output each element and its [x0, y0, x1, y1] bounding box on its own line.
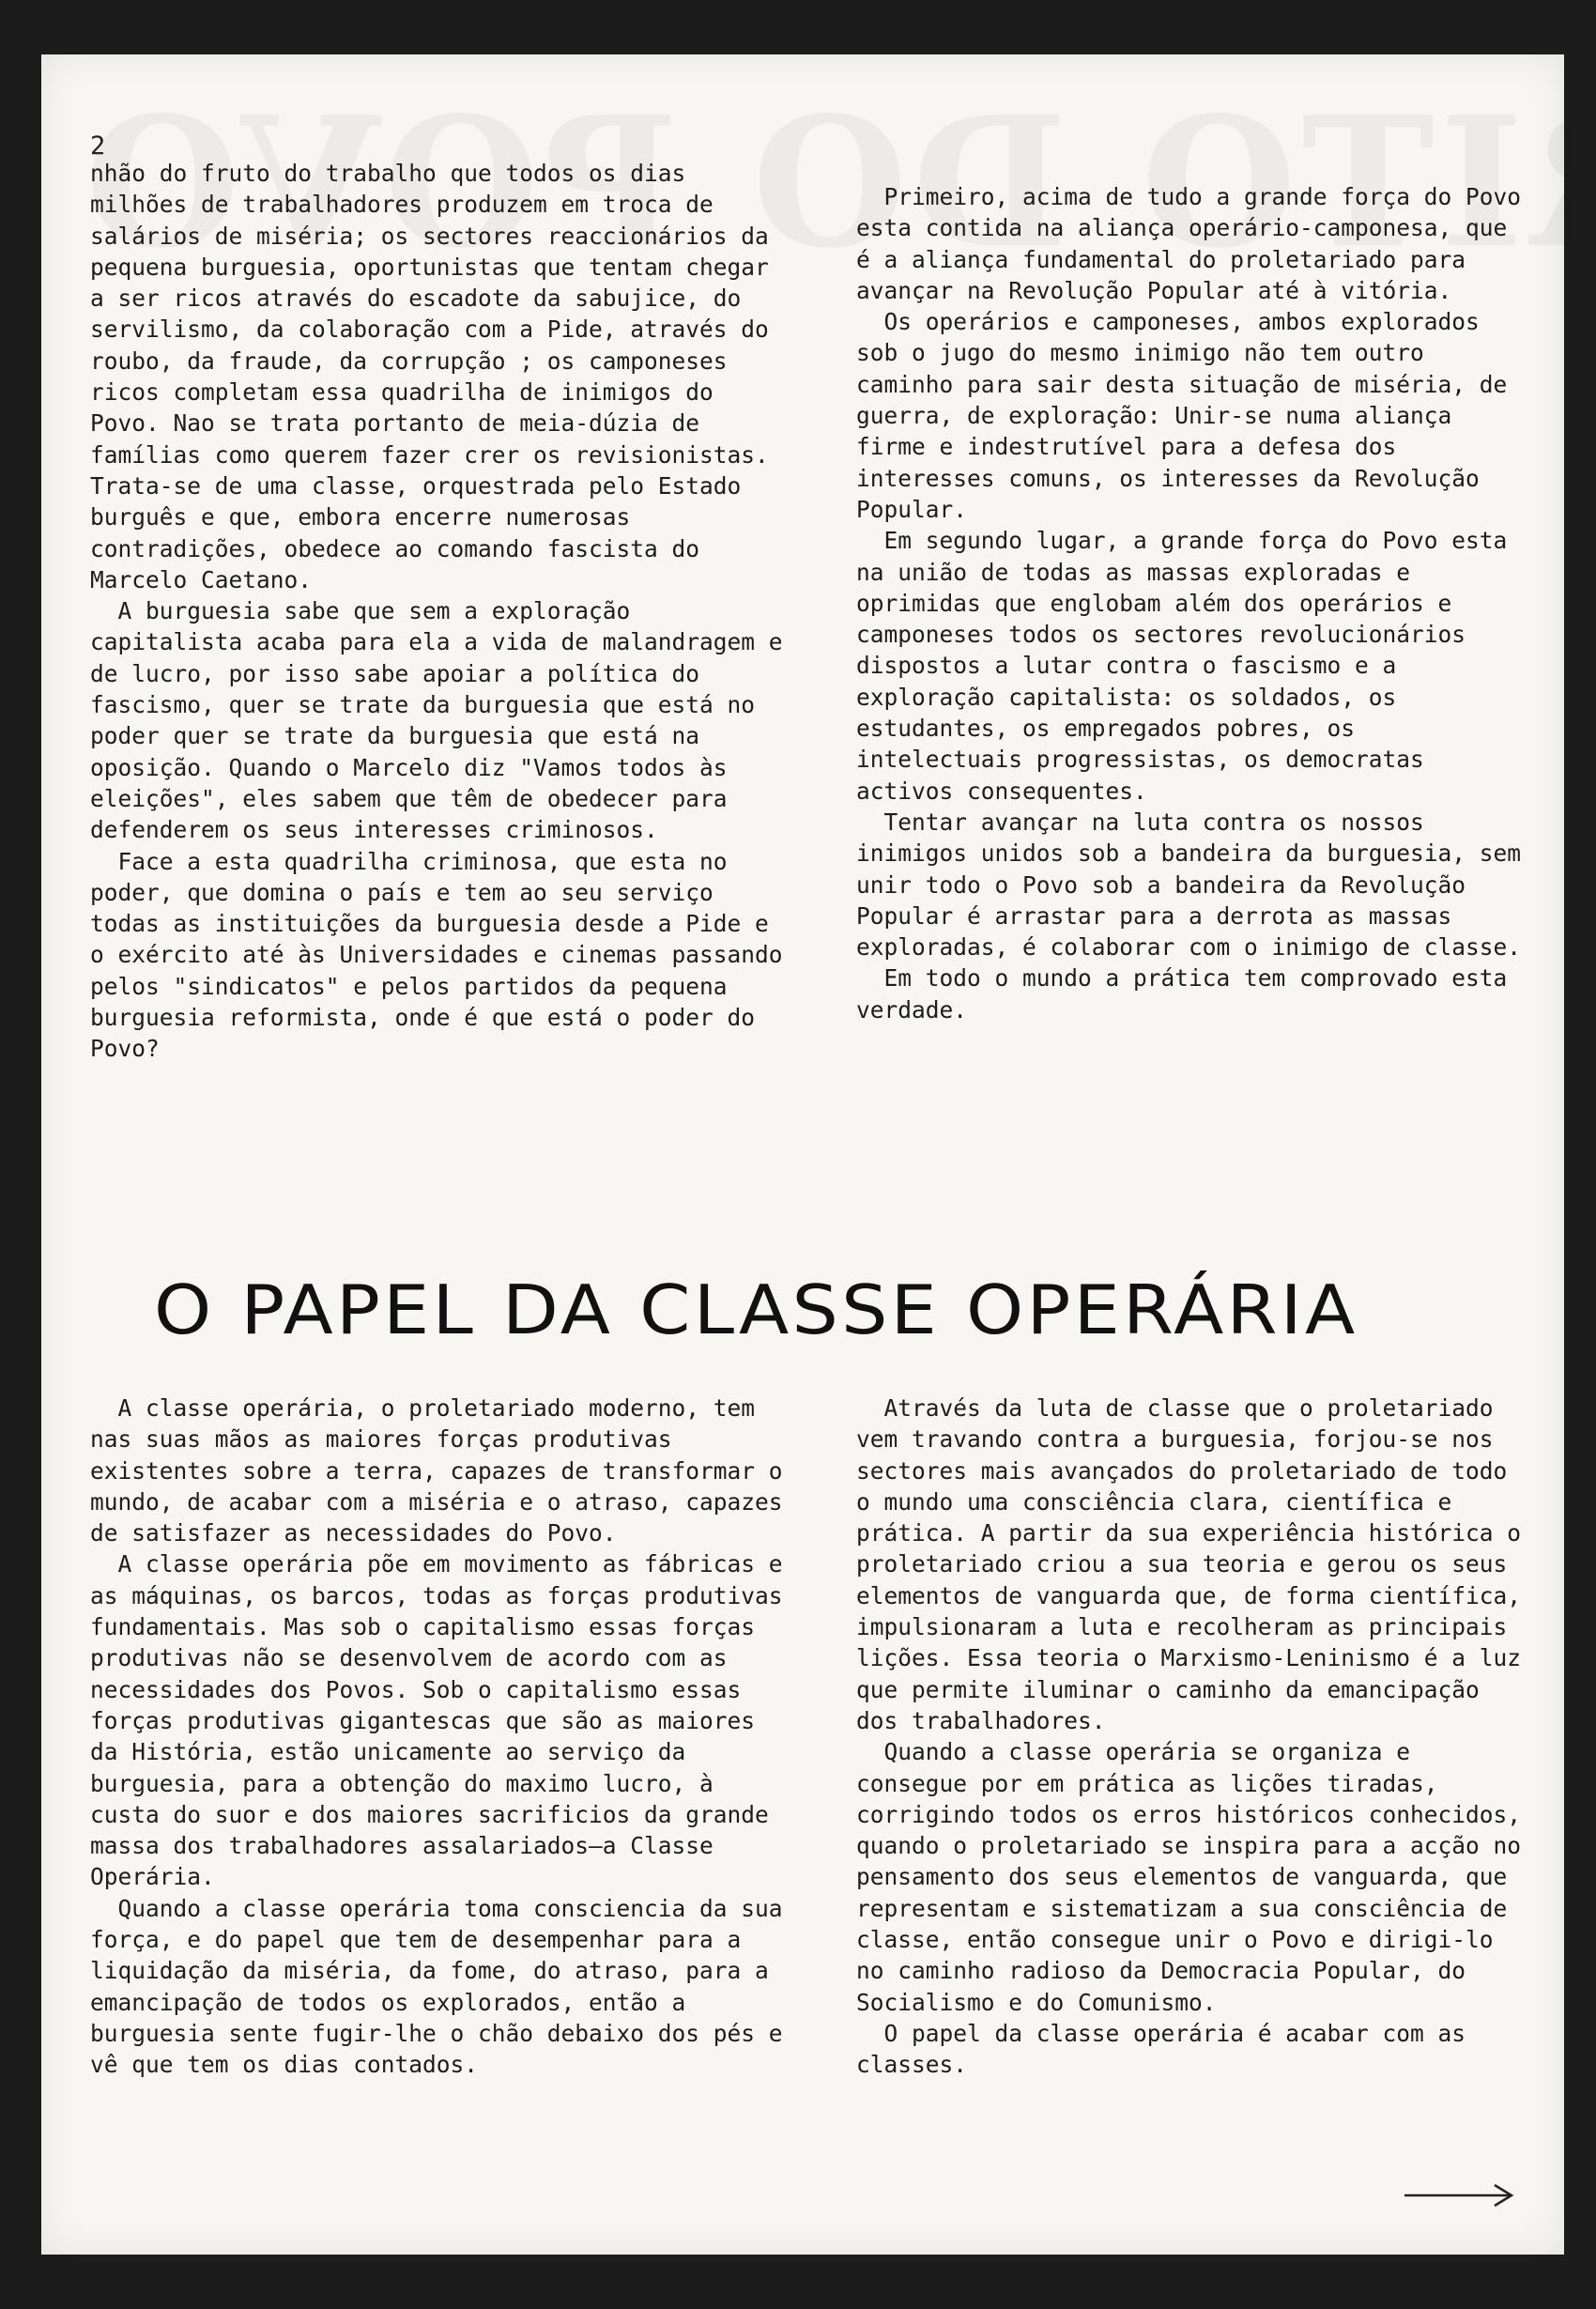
paragraph: Através da luta de classe que o proletariado vem travando contra a burguesia, forjou-se nos sectores mais avançados do proletariado de todo o mundo uma consciência clara, científica e prática. A partir da sua experiência histórica o proletariado criou a sua teoria e gerou os seus elementos de vanguarda que, de forma científica, impulsionaram a luta e recolheram as principais lições. Essa teoria o Marxismo-Leninismo é a luz que permite iluminar o caminho da emancipação dos trabalhadores. — [856, 1394, 1522, 1734]
page-number: 2 — [90, 131, 106, 161]
paragraph: A burguesia sabe que sem a exploração capitalista acaba para ela a vida de malandragem e de lucro, por isso sabe apoiar a política do fascismo, quer se trate da burguesia que está no poder quer se trate da burguesia que está na oposição. Quando o Marcelo diz "Vamos todos às eleições", eles sabem que têm de obedecer para defenderem os seus interesses criminosos. — [90, 597, 783, 844]
paragraph: Primeiro, acima de tudo a grande força do Povo esta contida na aliança operário-camponesa, que é a aliança fundamental do proletariado para avançar na Revolução Popular até à vitória. — [856, 183, 1522, 304]
column-top-right — [856, 181, 1532, 1025]
column-bottom-left — [90, 1393, 785, 2081]
paragraph: Em todo o mundo a prática tem comprovado esta verdade. — [856, 964, 1508, 1024]
paragraph: nhão do fruto do trabalho que todos os dias milhões de trabalhadores produzem em troca de salários de miséria; os sectores reaccionários da pequena burguesia, oportunistas que tentam chegar a ser ricos através do escadote da sabujice, do servilismo, da colaboração com a Pide, através do roubo, da fraude, da corrupção ; os camponeses ricos completam essa quadrilha de inimigos do Povo. Nao se trata portanto de meia-dúzia de famílias como querem fazer crer os revisionistas. Trata-se de uma classe, orquestrada pelo Estado burguês e que, embora encerre numerosas contradições, obedece ao comando fascista do Marcelo Caetano. — [90, 160, 769, 593]
column-top-left — [90, 158, 785, 1065]
column-bottom-right — [856, 1393, 1532, 2081]
paragraph: A classe operária, o proletariado moderno, tem nas suas mãos as maiores forças produtivas existentes sobre a terra, capazes de transformar o mundo, de acabar com a miséria e o atraso, capazes de satisfazer as necessidades do Povo. — [90, 1394, 783, 1547]
paragraph: Tentar avançar na luta contra os nossos inimigos unidos sob a bandeira da burguesia, sem unir todo o Povo sob a bandeira da Revolução Popular é arrastar para a derrota as massas exploradas, é colaborar com o inimigo de classe. — [856, 808, 1522, 962]
paragraph: Os operários e camponeses, ambos explorados sob o jugo do mesmo inimigo não tem outro caminho para sair desta situação de miséria, de guerra, de exploração: Unir-se numa aliança firme e indestrutível para a defesa dos interesses comuns, os interesses da Revolução Popular. — [856, 308, 1508, 523]
paragraph: A classe operária põe em movimento as fábricas e as máquinas, os barcos, todas as forças produtivas fundamentais. Mas sob o capitalismo essas forças produtivas não se desenvolvem de acordo com as necessidades dos Povos. Sob o capitalismo essas forças produtivas gigantescas que são as maiores da História, estão unicamente ao serviço da burguesia, para a obtenção do maximo lucro, à custa do suor e dos maiores sacrificios da grande massa dos trabalhadores assalariados—a Classe Operária. — [90, 1550, 783, 1891]
document-page — [41, 54, 1564, 2255]
paragraph: Quando a classe operária toma consciencia da sua força, e do papel que tem de desempenhar para a liquidação da miséria, da fome, do atraso, para a emancipação de todos os explorados, então a burguesia sente fugir-lhe o chão debaixo dos pés e vê que tem os dias contados. — [90, 1894, 783, 2079]
paragraph: Em segundo lugar, a grande força do Povo esta na união de todas as massas exploradas e oprimidas que englobam além dos operários e camponeses todos os sectores revolucionários dispostos a lutar contra o fascismo e a exploração capitalista: os soldados, os estudantes, os empregados pobres, os intelectuais progressistas, os democratas activos consequentes. — [856, 527, 1508, 805]
paragraph: O papel da classe operária é acabar com as classes. — [856, 2019, 1466, 2079]
right-arrow-icon — [1403, 2181, 1515, 2209]
paragraph: Quando a classe operária se organiza e consegue por em prática as lições tiradas, corrigindo todos os erros históricos conhecidos, quando o proletariado se inspira para a acção no pensamento dos seus elementos de vanguarda, que representam e sistematizam a sua consciência de classe, então consegue unir o Povo e dirigi-lo no caminho radioso da Democracia Popular, do Socialismo e do Comunismo. — [856, 1738, 1522, 2016]
paragraph: Face a esta quadrilha criminosa, que esta no poder, que domina o país e tem ao seu serviço todas as instituições da burguesia desde a Pide e o exército até às Universidades e cinemas passando pelos "sindicatos" e pelos partidos da pequena burguesia reformista, onde é que está o poder do Povo? — [90, 847, 783, 1063]
section-title: O PAPEL DA CLASSE OPERÁRIA — [154, 1270, 1358, 1349]
